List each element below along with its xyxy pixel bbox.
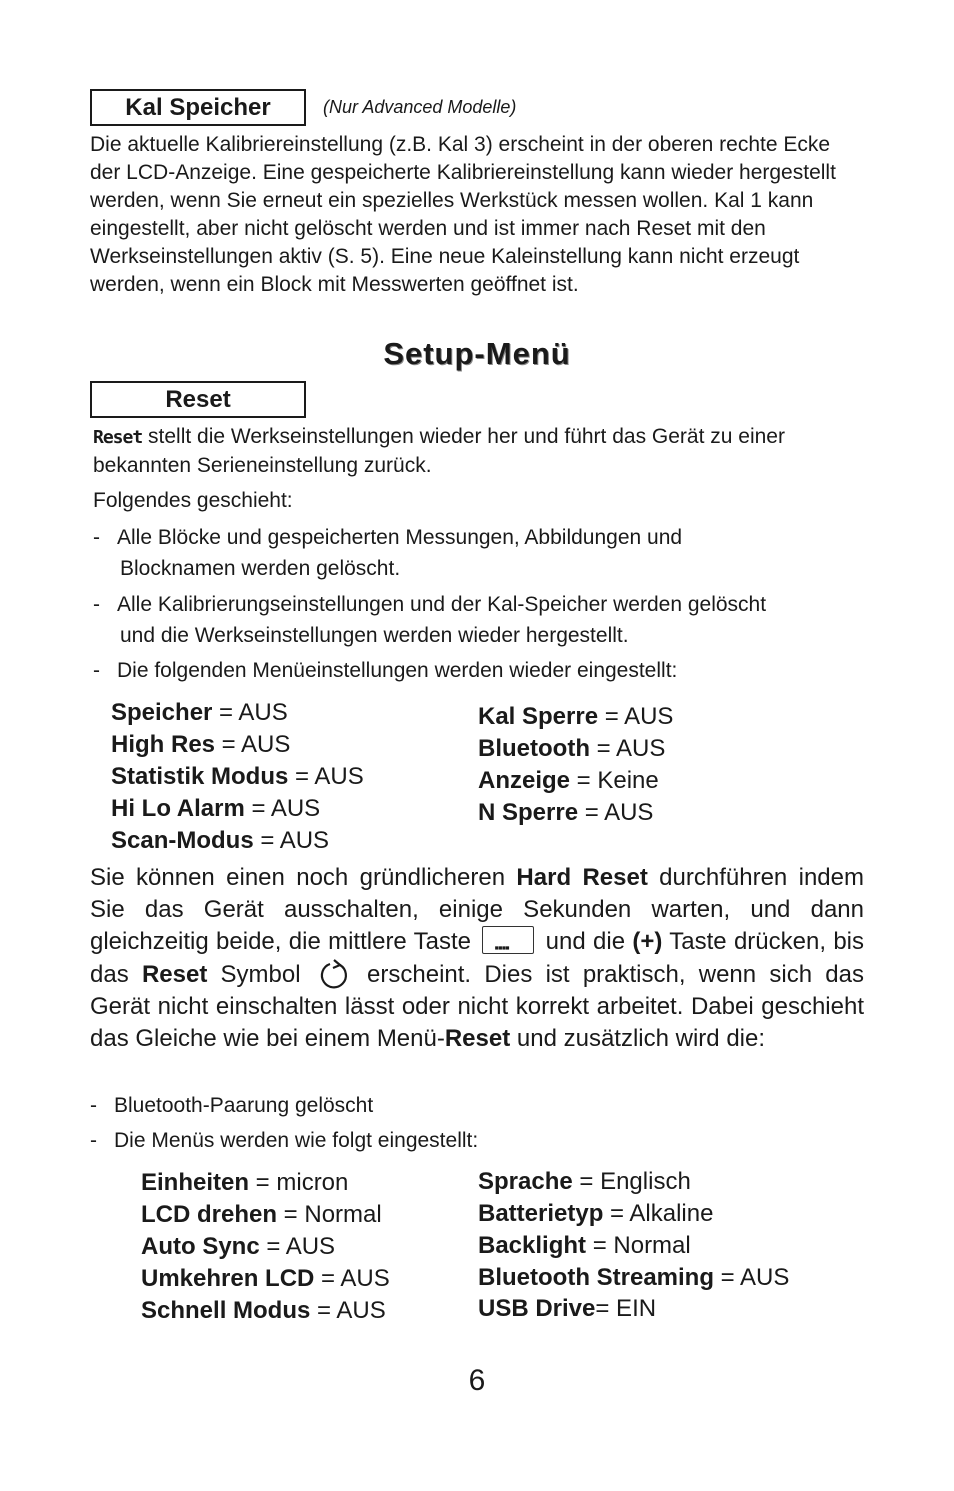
list-item xyxy=(90,1090,790,1121)
setting-n-sperre xyxy=(478,797,653,829)
text-run: erscheint. Dies ist praktisch, wenn sich das Gerät nicht einschalten lässt oder nicht korrekt arbeitet. Dabei geschieht das Gleiche wie bei einem Menü- xyxy=(90,961,864,1052)
setting-value: = AUS xyxy=(578,799,654,826)
setting-value: = AUS xyxy=(259,1233,336,1260)
setting-key: Umkehren LCD xyxy=(141,1265,315,1292)
setting-hi-lo-alarm xyxy=(111,793,320,825)
setting-key: Statistik Modus xyxy=(111,763,289,790)
text-run: und die xyxy=(538,928,633,955)
bullet-text: Die Menüs werden wie folgt eingestellt: xyxy=(114,1129,479,1152)
setting-key: Bluetooth xyxy=(478,735,590,762)
setting-key: Hi Lo Alarm xyxy=(111,795,245,822)
setting-value: = EIN xyxy=(595,1295,657,1322)
setting-key: Kal Sperre xyxy=(478,703,599,730)
page-number: 6 xyxy=(468,1364,486,1397)
setting-value: = AUS xyxy=(212,699,288,726)
key-dots-glyph: ▪▪▪▪ xyxy=(494,940,509,955)
bullet-dash: - xyxy=(93,593,100,616)
setting-key: Batterietyp xyxy=(478,1200,604,1227)
reset-symbol-icon xyxy=(318,958,350,990)
text-run: durchführen indem Sie das Gerät ausschalten, einige Sekunden warten, und dann gleichzeitig beide, die mittlere Taste xyxy=(90,864,864,955)
setting-value: = AUS xyxy=(288,763,364,790)
reset-description-text: stellt die Werkseinstellungen wieder her und führt das Gerät zu einer bekannten Serieneinstellung zurück. xyxy=(93,425,785,477)
setting-key: N Sperre xyxy=(478,799,579,826)
hard-reset-term: Hard Reset xyxy=(516,864,648,891)
list-item xyxy=(93,589,873,651)
setting-high-res xyxy=(111,729,290,761)
page-title: Setup-Menü xyxy=(383,336,571,371)
setting-value: = Keine xyxy=(570,767,659,794)
setting-value: = Englisch xyxy=(572,1168,691,1195)
setting-auto-sync xyxy=(141,1231,335,1263)
reset-label: Reset xyxy=(90,381,306,418)
setting-value: = Alkaline xyxy=(603,1200,714,1227)
setting-statistik-modus xyxy=(111,761,364,793)
list-item xyxy=(93,655,873,686)
plus-key-term: (+) xyxy=(632,928,663,955)
setting-value: = AUS xyxy=(215,731,291,758)
setting-value: = AUS xyxy=(714,1264,790,1291)
setting-schnell-modus xyxy=(141,1295,386,1327)
setting-key: Bluetooth Streaming xyxy=(478,1264,715,1291)
setting-key: Scan-Modus xyxy=(111,827,254,854)
bullet-dash: - xyxy=(90,1129,97,1152)
setting-anzeige xyxy=(478,765,659,797)
bullet-text: Die folgenden Menüeinstellungen werden wieder eingestellt: xyxy=(117,659,678,682)
hard-reset-paragraph xyxy=(90,862,864,1055)
text-run: Taste drücken, bis das xyxy=(90,928,865,988)
list-item xyxy=(90,1125,790,1156)
setting-value: = micron xyxy=(249,1169,349,1196)
setting-key: Schnell Modus xyxy=(141,1297,311,1324)
setting-value: = Normal xyxy=(277,1201,382,1228)
setting-bluetooth-streaming xyxy=(478,1262,789,1294)
bullet-dash: - xyxy=(93,526,100,549)
text-run: und zusätzlich wird die: xyxy=(510,1025,766,1052)
reset-term: Reset xyxy=(141,961,208,988)
setting-value: = AUS xyxy=(253,827,330,854)
setting-value: = AUS xyxy=(598,703,674,730)
setting-bluetooth xyxy=(478,733,665,765)
following-text: Folgendes geschieht: xyxy=(93,489,293,512)
setting-value: = AUS xyxy=(310,1297,386,1324)
setting-key: Backlight xyxy=(478,1232,587,1259)
setting-einheiten xyxy=(141,1167,348,1199)
setting-key: LCD drehen xyxy=(141,1201,278,1228)
setting-value: = AUS xyxy=(314,1265,390,1292)
setting-key: USB Drive xyxy=(478,1295,596,1322)
setting-backlight xyxy=(478,1230,691,1262)
kal-description: Die aktuelle Kalibriereinstellung (z.B. Kal 3) erscheint in der oberen rechte Ecke der LCD-Anzeige. Eine gespeicherte Kalibriereinstellung kann wieder hergestellt werden, wenn Sie erneut ein spezielles Werkstück messen wollen. Kal 1 kann eingestellt, aber nicht gelöscht werden und ist immer nach Reset mit den Werkseinstellungen aktiv (S. 5). Eine neue Kaleinstellung kann nicht erzeugt werden, wenn ein Block mit Messwerten geöffnet ist. xyxy=(90,133,836,296)
setting-speicher xyxy=(111,697,288,729)
reset-description xyxy=(93,423,868,480)
setting-sprache xyxy=(478,1166,691,1198)
text-run: Symbol xyxy=(207,961,314,988)
advanced-models-note: (Nur Advanced Modelle) xyxy=(323,97,517,117)
kal-speicher-label: Kal Speicher xyxy=(90,89,306,126)
reset-term: Reset xyxy=(444,1025,511,1052)
setting-kal-sperre xyxy=(478,701,673,733)
setting-key: Speicher xyxy=(111,699,213,726)
setting-lcd-drehen xyxy=(141,1199,382,1231)
setting-key: Auto Sync xyxy=(141,1233,260,1260)
middle-key-icon xyxy=(482,926,534,954)
setting-key: Anzeige xyxy=(478,767,571,794)
setting-value: = AUS xyxy=(589,735,666,762)
text-run: Sie können einen noch gründlicheren xyxy=(90,864,517,891)
setting-value: = Normal xyxy=(586,1232,691,1259)
reset-lead-word: Reset xyxy=(93,427,143,448)
bullet-text: Alle Blöcke und gespeicherten Messungen, Abbildungen und xyxy=(117,526,683,549)
setting-scan-modus xyxy=(111,825,329,857)
bullet-text-continued: Blocknamen werden gelöscht. xyxy=(120,557,401,580)
bullet-dash: - xyxy=(93,659,100,682)
bullet-text: Alle Kalibrierungseinstellungen und der Kal-Speicher werden gelöscht xyxy=(117,593,767,616)
bullet-text-continued: und die Werkseinstellungen werden wieder hergestellt. xyxy=(120,624,629,647)
setting-value: = AUS xyxy=(244,795,321,822)
setting-usb-drive xyxy=(478,1293,656,1325)
bullet-dash: - xyxy=(90,1094,97,1117)
bullet-text: Bluetooth-Paarung gelöscht xyxy=(114,1094,374,1117)
setting-key: Sprache xyxy=(478,1168,573,1195)
setting-umkehren-lcd xyxy=(141,1263,390,1295)
setting-batterietyp xyxy=(478,1198,713,1230)
setting-key: Einheiten xyxy=(141,1169,250,1196)
setting-key: High Res xyxy=(111,731,216,758)
list-item xyxy=(93,522,873,584)
